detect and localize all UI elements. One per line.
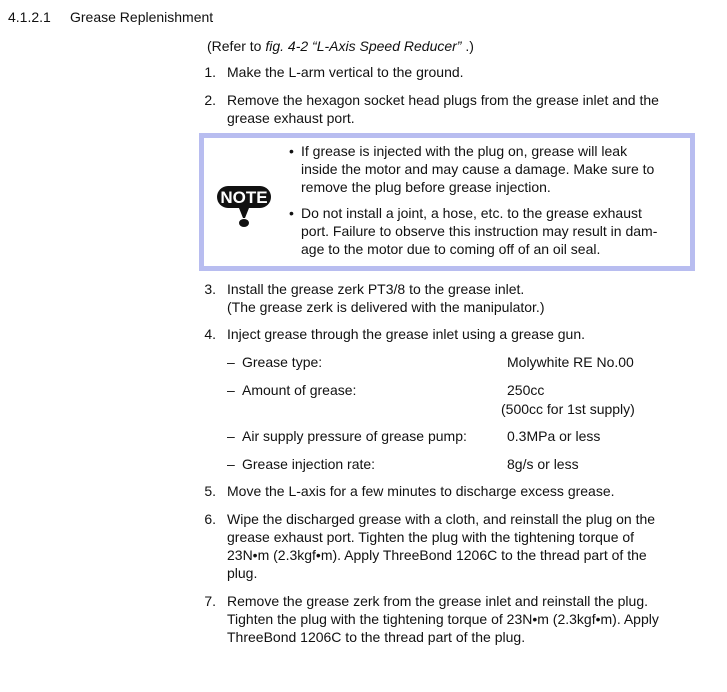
reference-prefix: (Refer to: [207, 38, 266, 54]
spec-label: Air supply pressure of grease pump:: [242, 428, 467, 444]
spec-amount: [227, 381, 697, 399]
step-6-line: plug.: [227, 565, 258, 581]
section-title: Grease Replenishment: [70, 9, 214, 25]
note-line: If grease is injected with the plug on, grease will leak: [301, 143, 628, 159]
spec-dash: –: [227, 382, 235, 398]
step-2-number: 2.: [204, 92, 216, 108]
step-1-number: 1.: [204, 64, 216, 80]
spec-rate: [227, 455, 697, 473]
step-7-text: [227, 592, 705, 646]
note-box: [199, 133, 695, 271]
step-4-number: 4.: [204, 326, 216, 342]
reference-figure: fig. 4-2: [265, 38, 309, 54]
reference-suffix: .): [465, 38, 474, 54]
step-3-line: Install the grease zerk PT3/8 to the grease inlet.: [227, 281, 525, 297]
step-6-line: grease exhaust port. Tighten the plug with the tightening torque of: [227, 529, 635, 545]
note-items: [284, 142, 689, 266]
note-icon: [216, 184, 272, 230]
step-6-line: Wipe the discharged grease with a cloth, and reinstall the plug on the: [227, 511, 656, 527]
note-bullet-1: [284, 142, 689, 196]
spec-pressure: [227, 427, 697, 445]
step-2-line: Remove the hexagon socket head plugs from the grease inlet and the: [227, 92, 659, 108]
spec-dash: –: [227, 428, 235, 444]
spec-value: 8g/s or less: [507, 456, 579, 472]
note-line: remove the plug before grease injection.: [301, 179, 551, 195]
step-6-text: [227, 510, 705, 582]
spec-amount-extra: (500cc for 1st supply): [501, 401, 635, 417]
step-2-text: [227, 91, 705, 127]
reference-title: “L-Axis Speed Reducer”: [308, 38, 466, 54]
step-3-number: 3.: [204, 281, 216, 297]
step-7-number: 7.: [204, 593, 216, 609]
spec-label: Grease type:: [242, 354, 323, 370]
step-5-number: 5.: [204, 483, 216, 499]
step-3-line: (The grease zerk is delivered with the manipulator.): [227, 299, 545, 315]
note-line: inside the motor and may cause a damage. Make sure to: [301, 161, 655, 177]
note-bullet-2: [284, 204, 689, 258]
step-7-line: Remove the grease zerk from the grease inlet and reinstall the plug.: [227, 593, 649, 609]
spec-label: Grease injection rate:: [242, 456, 376, 472]
spec-dash: –: [227, 354, 235, 370]
step-7-line: ThreeBond 1206C to the thread part of the plug.: [227, 629, 526, 645]
step-5-text: Move the L-axis for a few minutes to discharge excess grease.: [227, 483, 615, 499]
note-line: age to the motor due to coming off of an oil seal.: [301, 241, 601, 257]
step-2-line: grease exhaust port.: [227, 110, 355, 126]
bullet-dot: •: [289, 143, 294, 159]
spec-label: Amount of grease:: [242, 382, 357, 398]
step-7-line: Tighten the plug with the tightening torque of 23N•m (2.3kgf•m). Apply: [227, 611, 659, 627]
section-number: 4.1.2.1: [8, 9, 51, 25]
spec-dash: –: [227, 456, 235, 472]
note-label: NOTE: [220, 188, 268, 207]
spec-value: 250cc: [507, 382, 545, 398]
spec-value: 0.3MPa or less: [507, 428, 601, 444]
spec-grease-type: [227, 353, 697, 371]
step-6-line: 23N•m (2.3kgf•m). Apply ThreeBond 1206C to the thread part of the: [227, 547, 647, 563]
figure-reference: [207, 37, 474, 55]
step-3-text: [227, 280, 705, 316]
spec-value: Molywhite RE No.00: [507, 354, 634, 370]
step-1-text: Make the L-arm vertical to the ground.: [227, 64, 464, 80]
step-6-number: 6.: [204, 511, 216, 527]
bullet-dot: •: [289, 205, 294, 221]
note-line: Do not install a joint, a hose, etc. to the grease exhaust: [301, 205, 642, 221]
step-4-text: Inject grease through the grease inlet using a grease gun.: [227, 326, 586, 342]
note-line: port. Failure to observe this instruction may result in dam-: [301, 223, 658, 239]
